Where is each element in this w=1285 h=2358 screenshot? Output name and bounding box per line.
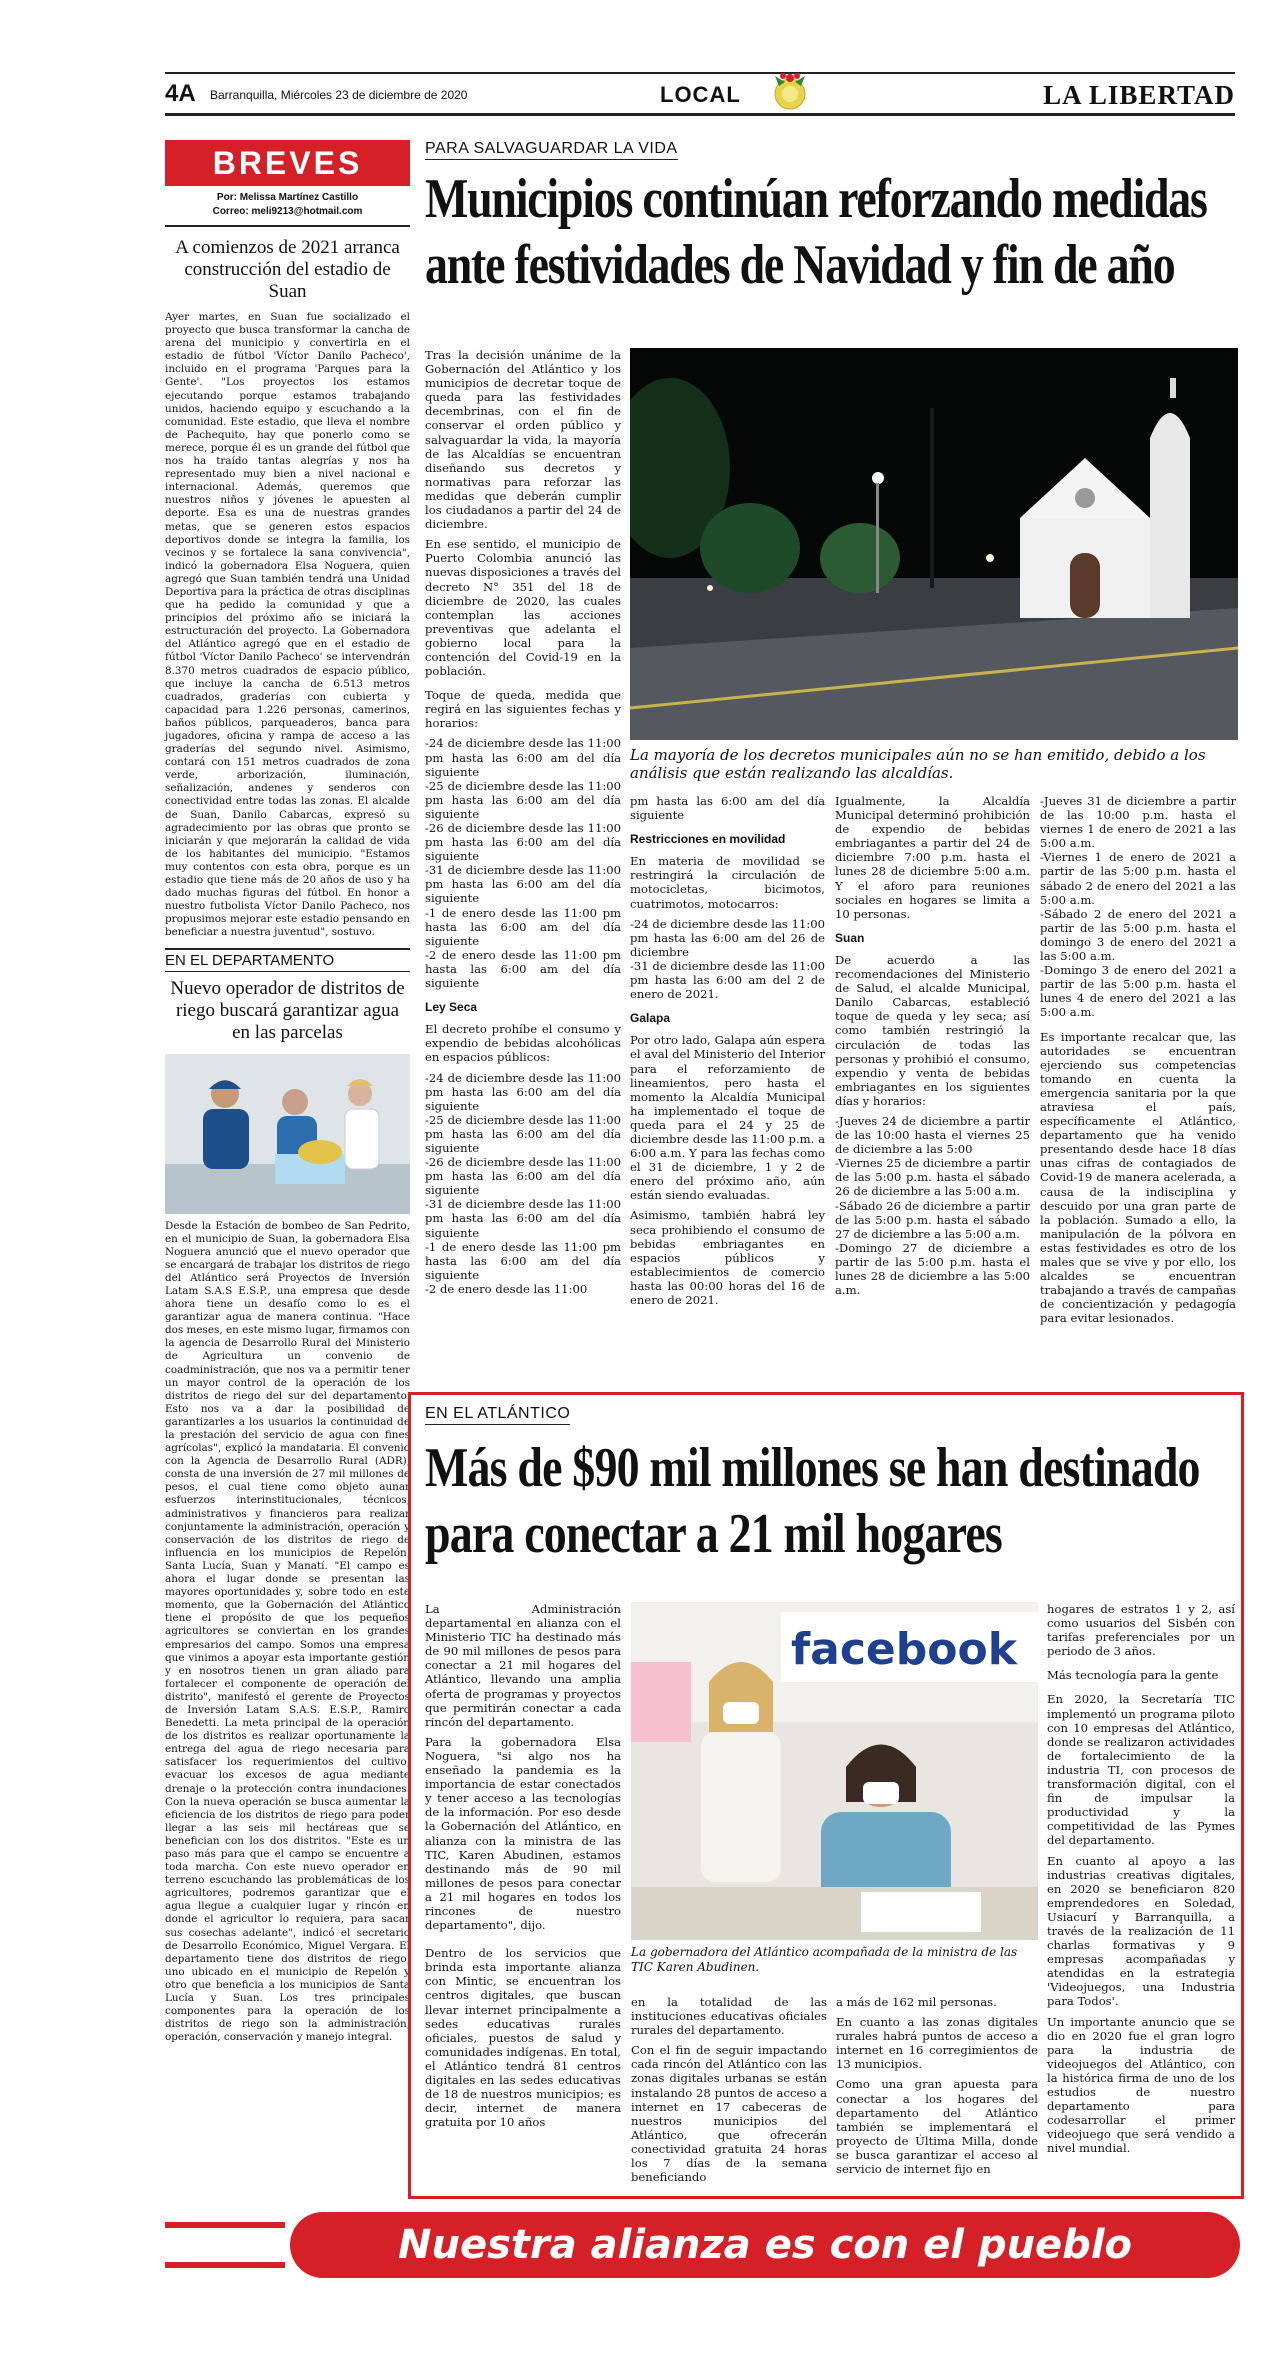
boxed-col4 <box>1047 1602 1235 2161</box>
boxed-article-headline <box>425 1435 1237 1567</box>
brief2-kicker: EN EL DEPARTAMENTO <box>165 948 410 972</box>
divider <box>165 225 410 227</box>
top-article-col4 <box>1040 794 1236 1331</box>
top-col1-p1: Tras la decisión unánime de la Gobernación del Atlántico y los municipios de decretar toque de queda para las festividades decembrinas, con el fin de conservar el orden público y salvaguardar la vida, la mayoría de las Alcaldías se encuentran diseñando sus decretos y normativas para reforzar las medidas que deberán cumplir los ciudadanos a partir del 24 de diciembre. <box>425 348 621 532</box>
boxed-col2-p1: en la totalidad de las instituciones educativas oficiales rurales del departamento. <box>631 1995 827 2038</box>
top-col1-list: -24 de diciembre desde las 11:00 pm hasta las 6:00 am del día siguiente -25 de diciembre desde las 11:00 pm hasta las 6:00 am del día siguiente -26 de diciembre desde las 11:00 pm hasta las 6:00 am del día siguiente -31 de diciembre desde las 11:00 pm hasta las 6:00 am del día siguiente -1 de enero desde las 11:00 pm hasta las 6:00 am del día siguiente -2 de enero desde las 11:00 pm hasta las 6:00 am del día siguiente <box>425 736 621 991</box>
top-col4-p1: Es importante recalcar que, las autoridades se encuentran ejerciendo sus competencias tomando en cuenta la emergencia sanitaria por la que atraviesa el país, específicamente el Atlántico, departamento que ha venido presentando desde hace 18 días unas cifras de contagiados de Covid-19 de manera acelerada, a causa de la indisciplina y descuido por una gran parte de la población. Sumado a ello, la manipulación de la pólvora en estas festividades es otro de los males que se vive y por ello, los alcaldes se encuentran trabajando a través de campañas de concientización y pedagogía para evitar lesionados. <box>1040 1029 1236 1326</box>
footer-banner <box>290 2212 1240 2278</box>
boxed-col4-heading: Más tecnología para la gente <box>1047 1668 1219 1683</box>
boxed-col4-p1: hogares de estratos 1 y 2, así como usuarios del Sisbén con tarifas preferenciales por un periodo de 3 años. <box>1047 1602 1235 1659</box>
boxed-col1-p2: Para la gobernadora Elsa Noguera, "si algo nos ha enseñado la pandemia es la importancia de estar conectados y tener acceso a las tecnologías de la información. Por eso desde la Gobernación del Atlántico, en alianza con la ministra de las TIC, Karen Abudinen, estamos destinando más de 90 mil millones de pesos para conectar a 21 mil hogares en todos los rincones de nuestro departamento", dijo. <box>425 1734 621 1933</box>
top-photo-caption: La mayoría de los decretos municipales aún no se han emitido, debido a los análisis que están realizando las alcaldías. <box>630 746 1206 782</box>
boxed-col1-p1: La Administración departamental en alianza con el Ministerio TIC ha destinado más de 90 mil millones de pesos para conectar a 21 mil hogares del Atlántico, llevando una amplia oferta de programas y proyectos que permitirán conectar a cada rincón del departamento. <box>425 1602 621 1729</box>
brief1-headline: A comienzos de 2021 arranca construcción del estadio de Suan <box>175 237 400 302</box>
boxed-col2 <box>631 1995 827 2190</box>
breves-column <box>165 140 410 2044</box>
boxed-col4-p2: En 2020, la Secretaría TIC implementó un programa piloto con 10 empresas del Atlántico, donde se realizaron actividades de fortalecimiento de la industria TI, con procesos de transformación digital, con el fin de impulsar la productividad y la competitividad de las Pymes del departamento. <box>1047 1692 1235 1848</box>
top-article-photo <box>630 348 1238 740</box>
breves-title: BREVES <box>165 140 410 186</box>
boxed-col3 <box>836 1995 1038 2182</box>
boxed-col1 <box>425 1602 621 2135</box>
top-headline-line2: ante festividades de Navidad y fin de año <box>425 234 1175 296</box>
newspaper-name: LA LIBERTAD <box>1043 80 1235 110</box>
banner-decoration-lines <box>165 2212 285 2278</box>
top-col3-p2: De acuerdo a las recomendaciones del Ministerio de Salud, el alcalde Municipal, Danilo Cabarcas, estableció toque de queda y ley seca; así como también restringió la circulación de todas las personas y prohibió el consumo, expendio y venta de bebidas embriagantes en los siguientes días y horarios: <box>835 952 1030 1108</box>
footer-banner-text: Nuestra alianza es con el pueblo <box>397 2222 1133 2268</box>
boxed-col3-p3: Como una gran apuesta para conectar a los hogares del departamento del Atlántico también se implementará el proyecto de Última Milla, donde se busca garantizar el acceso al servicio de internet fijo en <box>836 2077 1038 2177</box>
church-night-photo <box>630 348 1238 740</box>
boxed-headline-line2: para conectar a 21 mil hogares <box>425 1503 1002 1565</box>
brief2-body: Desde la Estación de bombeo de San Pedrito, en el municipio de Suan, la gobernadora Elsa Noguera anunció que el nuevo operador que se encargará de trabajar los distritos de riego del Atlántico será Proyectos de Inversión Latam S.A.S E.S.P., una empresa que desde ahora tiene un desafío como lo es el garantizar agua de manera continua. "Hace dos meses, en este mismo lugar, firmamos con la agencia de Desarrollo Rural del Ministerio de Agricultura un convenio de coadministración, que nos va a permitir tener un mayor control de la operación de los distritos de riego del sur del departamento. Esto nos va a dar la posibilidad de garantizarles a los usuarios la continuidad de la prestación del servicio de agua con fines agrícolas", explicó la mandataria. El convenio con la Agencia de Desarrollo Rural (ADR), consta de una inversión de 27 mil millones de pesos, el cual tiene como objeto aunar esfuerzos interinstitucionales, técnicos, administrativos y financieros para realizar conjuntamente la administración, operación y conservación de los distritos de riego de influencia en los municipios de Repelón, Santa Lucía, Suan y Manatí. "El campo es ahora el lugar donde se presentan las mayores oportunidades y, sobre todo en este momento, que la Gobernación del Atlántico tiene el propósito de que los pequeños agricultores se conviertan en los grandes empresarios del campo. Somos una empresa que vinimos a apoyar esta importante gestión y en nosotros tienen un gran aliado para fortalecer el componente de operación del distrito", manifestó el gerente de Proyectos de Inversión Latam S.A.S. E.S.P., Ramiro Benedetti. La meta principal de la operación de los distritos es realizar oportunamente la entrega del agua de riego necesaria para satisfacer los requerimientos del cultivo, evacuar los excesos de agua mediante drenaje o la protección contra inundaciones. Con la nueva operación se busca aumentar la eficiencia de los distritos de riego para poder llegar a las seis mil hectáreas que se benefician con los dos distritos. "Este es un paso más para que el campo se encuentre a toda marcha. Con este nuevo operador en terreno escuchando las problemáticas de los agricultores, podremos garantizar que el agua llegue a cualquier lugar y rincón en donde el agricultor lo requiera, para sacar sus cosechas adelante", indicó el secretario de Desarrollo Económico, Miguel Vergara. El departamento tiene dos distritos de riego, uno ubicado en el municipio de Repelón y otro que beneficia a los municipios de Santa Lucía y Suan. Los tres principales componentes para la operación de los distritos de riego son la administración, operación, conservación y manejo integral. <box>165 1219 410 2044</box>
top-col3-p1: Igualmente, la Alcaldía Municipal determinó prohibición de expendio de bebidas embriagantes a partir del 24 de diciembre 7:00 p.m. hasta el lunes 28 de diciembre 5:00 a.m. Y el aforo para reuniones sociales en hogares se limita a 10 personas. <box>835 794 1030 921</box>
page-number: 4A <box>165 80 196 107</box>
christmas-ornament-icon <box>765 64 815 114</box>
top-col2-p2: En materia de movilidad se restringirá la circulación de motocicletas, bicimotos, cuatrimotos, motocarros: <box>630 854 825 911</box>
boxed-col3-p1: a más de 162 mil personas. <box>836 1995 997 2009</box>
top-article-col1 <box>425 348 621 1302</box>
top-article <box>425 138 1237 298</box>
top-col4-list: -Jueves 31 de diciembre a partir de las 10:00 p.m. hasta el viernes 1 de enero de 2021 a las 5:00 a.m. -Viernes 1 de enero de 2021 a partir de las 5:00 p.m. hasta el sábado 2 de enero del 2021 a las 5:00 a.m. -Sábado 2 de enero del 2021 a partir de las 5:00 p.m. hasta el domingo 3 de enero del 2021 a las 5:00 a.m. -Domingo 3 de enero del 2021 a partir de las 5:00 p.m. hasta el lunes 4 de enero del 2021 a las 5:00 a.m. <box>1040 794 1236 1020</box>
brief1-body: Ayer martes, en Suan fue socializado el proyecto que busca transformar la cancha de arena del municipio y convertirla en el estadio de fútbol 'Víctor Danilo Pacheco', incluido en el programa 'Parques para la Gente'. "Los proyectos los estamos ejecutando porque estamos trabajando unidos, haciendo equipo y escuchando a la comunidad. Este estadio, que lleva el nombre de Pachequito, hay que ponerlo como se merece, porque él es un grande del fútbol que nos ha traído tantas alegrías y nos ha representado muy bien a nivel nacional e internacional. Además, queremos que nuestros niños y jóvenes le apuesten al deporte. Esa es una de nuestras grandes metas, que se generen estos espacios deportivos donde se integra la familia, los vecinos y se fortalece la sana convivencia", indicó la gobernadora Elsa Noguera, quien agregó que Suan también tendrá una Unidad Deportiva para la práctica de otras disciplinas que ha pedido la comunidad y que a principios del próximo año se iniciará la estructuración del proyecto. La Gobernadora del Atlántico agregó que en el estadio de fútbol 'Víctor Danilo Pacheco' se intervendrán 8.370 metros cuadrados de espacio público, que incluye la cancha de 6.513 metros cuadrados, graderías con cubierta y capacidad para 1.226 personas, camerinos, baños públicos, parqueaderos, banca para jugadores, oficina y rampa de acceso a las graderías del segundo nivel. Asimismo, contará con 151 metros cuadrados de zona verde, arborización, iluminación, señalización, andenes y senderos con conectividad entre todas las zonas. El alcalde de Suan, Danilo Cabarcas, expresó su agradecimiento por las obras que pronto se iniciarán y que mejorarán la calidad de vida de los habitantes del municipio. "Estamos muy contentos con esta obra, porque es un estadio que tiene más de 20 años de uso y ha dado muchas figuras del fútbol. En honor a nuestro futbolista Víctor Danilo Pacheco, nos propusimos mejorar este estadio pensando en beneficiar a nuestra juventud", sostuvo. <box>165 311 410 939</box>
top-article-col3 <box>835 794 1030 1303</box>
top-article-col2 <box>630 794 825 1313</box>
brief2-photo <box>165 1054 410 1214</box>
byline <box>165 191 410 219</box>
officials-photo-illustration <box>631 1602 1038 1940</box>
boxed-photo-caption: La gobernadora del Atlántico acompañada de la ministra de las TIC Karen Abudinen. <box>631 1945 1018 1974</box>
boxed-article-photo <box>631 1602 1038 1940</box>
top-article-headline <box>425 166 1237 298</box>
byline-author: Por: Melissa Martínez Castillo <box>216 192 359 203</box>
boxed-col4-p4: Un importante anuncio que se dio en 2020 fue el gran logro para la industria de videojuegos del Atlántico, con la histórica firma de uno de los estudios de nuestro departamento para codesarrollar el primer videojuego que será vendido a nivel mundial. <box>1047 2014 1235 2156</box>
boxed-col4-p3: En cuanto al apoyo a las industrias creativas digitales, en 2020 se beneficiaron 820 emprendedores en Soledad, Usiacurí y Barranquilla, a través de la realización de 11 charlas formativas y 9 empresas acompañadas y atendidas en la estrategia 'Videojuegos, una Industria para Todos'. <box>1047 1853 1235 2009</box>
top-article-kicker: PARA SALVAGUARDAR LA VIDA <box>425 140 678 160</box>
brief2-headline: Nuevo operador de distritos de riego buscará garantizar agua en las parcelas <box>170 977 405 1043</box>
boxed-col3-p2: En cuanto a las zonas digitales rurales habrá puntos de acceso a internet en 16 corregimientos de 13 municipios. <box>836 2015 1038 2072</box>
top-col1-p2: En ese sentido, el municipio de Puerto Colombia anunció las nuevas disposiciones a través del decreto N° 351 del 18 de diciembre de 2020, las cuales contemplan las acciones preventivas que adelanta el gobierno local para la contención del Covid-19 en la población. <box>425 537 621 679</box>
top-col2-heading-movilidad: Restricciones en movilidad <box>630 832 786 847</box>
dateline: Barranquilla, Miércoles 23 de diciembre de 2020 <box>210 88 468 102</box>
top-col2-p3: Por otro lado, Galapa aún espera el aval del Ministerio del Interior para el reforzamiento de lineamientos, pero hasta el momento la Alcaldía Municipal ha implementado el toque de queda para el 24 y 25 de diciembre desde las 11:00 p.m. a 6:00 a.m. Y para las fechas como el 31 de diciembre, 1 y 2 de enero del próximo año, aún están siendo evaluadas. <box>630 1033 825 1203</box>
byline-email: Correo: meli9213@hotmail.com <box>212 206 363 217</box>
boxed-col1-p3: Dentro de los servicios que brinda esta importante alianza con Mintic, se encuentran los centros digitales, que buscan llevar internet principalmente a sedes educativas rurales oficiales, puestos de salud y comunidades indígenas. En total, el Atlántico tendrá 81 centros digitales en las sedes educativas de 18 de nuestros municipios; es decir, internet de manera gratuita por 10 años <box>425 1946 621 2130</box>
top-col3-list: -Jueves 24 de diciembre a partir de las 10:00 hasta el viernes 25 de diciembre a las 5:00 -Viernes 25 de diciembre a partir de las 5:00 p.m. hasta el sábado 26 de diciembre a las 5:00 a.m. -Sábado 26 de diciembre a partir de las 5:00 p.m. hasta el sábado 27 de diciembre a las 5:00 a.m. -Domingo 27 de diciembre a partir de las 5:00 p.m. hasta el lunes 28 de diciembre a las 5:00 a.m. <box>835 1113 1030 1298</box>
top-col2-list: -24 de diciembre desde las 11:00 pm hasta las 6:00 am del 26 de diciembre -31 de diciembre desde las 11:00 pm hasta las 6:00 am del 2 de enero de 2021. <box>630 916 825 1002</box>
boxed-col2-p2: Con el fin de seguir impactando cada rincón del Atlántico con las zonas digitales urbanas se están instalando 28 puntos de acceso a internet en 17 cabeceras de nuestros municipios del Atlántico, que ofrecerán conectividad gratuita 24 horas los 7 días de la semana beneficiando <box>631 2043 827 2185</box>
boxed-article-kicker: EN EL ATLÁNTICO <box>425 1405 570 1425</box>
top-col1-p3: Toque de queda, medida que regirá en las siguientes fechas y horarios: <box>425 688 621 731</box>
boxed-headline-line1: Más de $90 mil millones se han destinado <box>425 1437 1200 1499</box>
facebook-sign-text: facebook <box>791 1624 1017 1675</box>
page-header <box>165 78 1235 116</box>
top-col2-p4: Asimismo, también habrá ley seca prohibiendo el consumo de bebidas embriagantes en espacios públicos y establecimientos de comercio hasta las 00:00 horas del 16 de enero de 2021. <box>630 1208 825 1307</box>
top-col3-heading-suan: Suan <box>835 930 865 945</box>
workers-photo-illustration <box>165 1054 410 1214</box>
top-col1-heading-ley-seca: Ley Seca <box>425 1000 478 1015</box>
top-col2-p1: pm hasta las 6:00 am del día siguiente <box>630 794 825 823</box>
top-col2-heading-galapa: Galapa <box>630 1011 671 1026</box>
top-col1-p4: El decreto prohíbe el consumo y expendio de bebidas alcohólicas en espacios públicos: <box>425 1022 621 1065</box>
top-headline-line1: Municipios continúan reforzando medidas <box>425 168 1207 230</box>
boxed-article <box>408 1392 1244 2199</box>
top-col1-list2: -24 de diciembre desde las 11:00 pm hasta las 6:00 am del día siguiente -25 de diciembre desde las 11:00 pm hasta las 6:00 am del día siguiente -26 de diciembre desde las 11:00 pm hasta las 6:00 am del día siguiente -31 de diciembre desde las 11:00 pm hasta las 6:00 am del día siguiente -1 de enero desde las 11:00 pm hasta las 6:00 am del día siguiente -2 de enero desde las 11:00 <box>425 1070 621 1296</box>
section-name: LOCAL <box>660 82 741 107</box>
header-top-rule <box>165 72 1235 74</box>
